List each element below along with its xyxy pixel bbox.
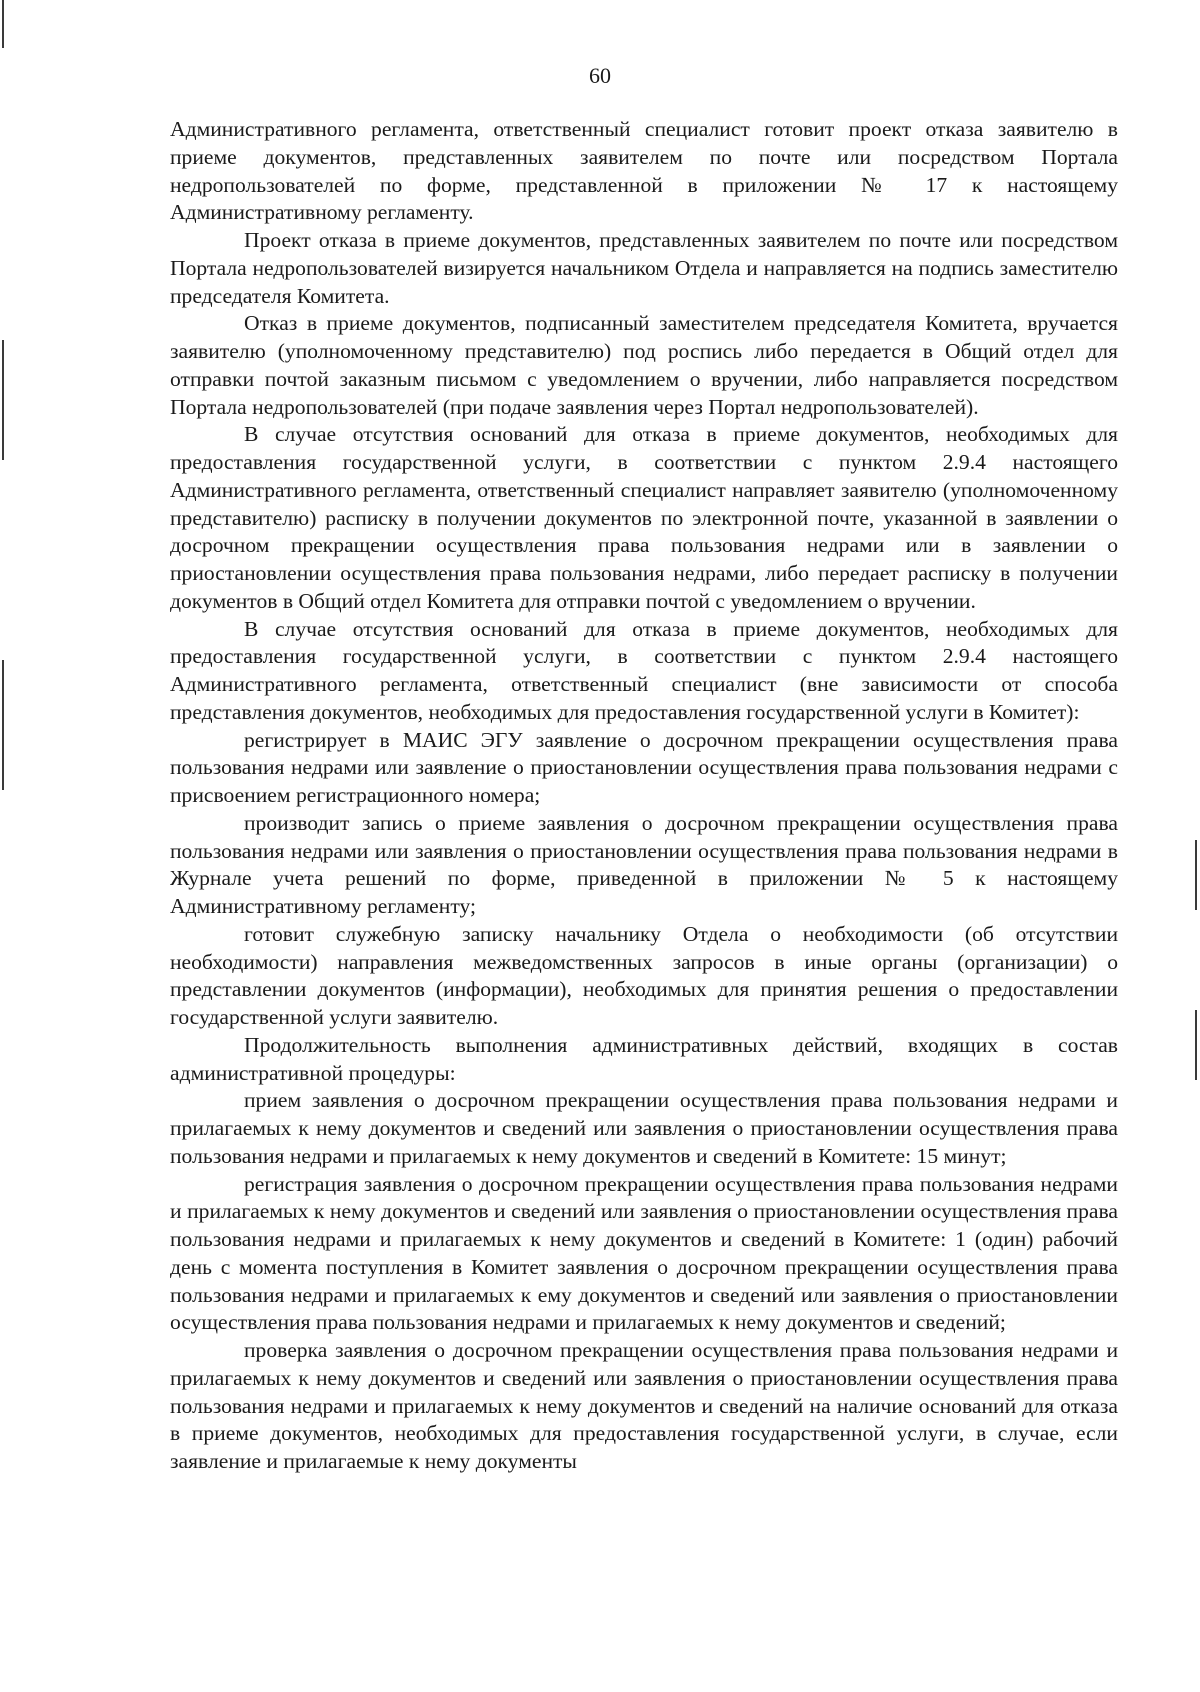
scan-edge-mark-left-lower xyxy=(2,660,4,790)
paragraph: готовит служебную записку начальнику Отдела о необходимости (об отсутствии необходимости) направления межведомственных запросов в иные органы (организации) о представлении документов (информации), необходимых для принятия решения о предоставлении государственной услуги заявителю. xyxy=(170,921,1118,1029)
paragraph: регистрирует в МАИС ЭГУ заявление о досрочном прекращении осуществления права пользования недрами или заявление о приостановлении осуществления права пользования недрами с присвоением регистрационного номера; xyxy=(170,727,1118,807)
page-number: 60 xyxy=(589,63,611,88)
paragraph: прием заявления о досрочном прекращении осуществления права пользования недрами и прилагаемых к нему документов и сведений или заявления о приостановлении осуществления права пользования недрами и прилагаемых к нему документов и сведений в Комитете: 15 минут; xyxy=(170,1088,1118,1168)
document-body xyxy=(170,116,1118,1476)
paragraph: Продолжительность выполнения административных действий, входящих в состав административной процедуры: xyxy=(170,1032,1118,1085)
paragraph: регистрация заявления о досрочном прекращении осуществления права пользования недрами и прилагаемых к нему документов и сведений или заявления о приостановлении осуществления права пользования недрами и прилагаемых к нему документов и сведений в Комитете: 1 (один) рабочий день с момента поступления в Комитет заявления о досрочном прекращении осуществления права пользования недрами и прилагаемых к ему документов и сведений или заявления о приостановлении осуществления права пользования недрами и прилагаемых к нему документов и сведений; xyxy=(170,1171,1118,1335)
paragraph: проверка заявления о досрочном прекращении осуществления права пользования недрами и прилагаемых к нему документов и сведений или заявления о приостановлении осуществления права пользования недрами и прилагаемых к нему документов и сведений на наличие оснований для отказа в приеме документов, необходимых для предоставления государственной услуги, в случае, если заявление и прилагаемые к нему документы xyxy=(170,1338,1118,1473)
paragraph: Отказ в приеме документов, подписанный заместителем председателя Комитета, вручается заявителю (уполномоченному представителю) под роспись либо передается в Общий отдел для отправки почтой заказным письмом с уведомлением о вручении, либо направляется посредством Портала недропользователей (при подаче заявления через Портал недропользователей). xyxy=(170,311,1118,419)
paragraph: Административного регламента, ответственный специалист готовит проект отказа заявителю в приеме документов, представленных заявителем по почте или посредством Портала недропользователей по форме, представленной в приложении № 17 к настоящему Административному регламенту. xyxy=(170,117,1118,225)
scan-edge-mark-left-top xyxy=(2,0,4,48)
paragraph: В случае отсутствия оснований для отказа в приеме документов, необходимых для предоставления государственной услуги, в соответствии с пунктом 2.9.4 настоящего Административного регламента, ответственный специалист направляет заявителю (уполномоченному представителю) расписку в получении документов по электронной почте, указанной в заявлении о досрочном прекращении осуществления права пользования недрами или в заявлении о приостановлении осуществления права пользования недрами, либо передает расписку в получении документов в Общий отдел Комитета для отправки почтой с уведомлением о вручении. xyxy=(170,422,1118,613)
paragraph: производит запись о приеме заявления о досрочном прекращении осуществления права пользования недрами или заявления о приостановлении осуществления права пользования недрами в Журнале учета решений по форме, приведенной в приложении № 5 к настоящему Административному регламенту; xyxy=(170,810,1118,918)
paragraph: Проект отказа в приеме документов, представленных заявителем по почте или посредством Портала недропользователей визируется начальником Отдела и направляется на подпись заместителю председателя Комитета. xyxy=(170,228,1118,308)
scan-edge-mark-right-lower xyxy=(1195,1010,1197,1080)
paragraph: В случае отсутствия оснований для отказа в приеме документов, необходимых для предоставления государственной услуги, в соответствии с пунктом 2.9.4 настоящего Административного регламента, ответственный специалист (вне зависимости от способа представления документов, необходимых для предоставления государственной услуги в Комитет): xyxy=(170,616,1118,724)
scan-edge-mark-left-middle xyxy=(2,340,4,460)
scan-edge-mark-right-middle xyxy=(1195,840,1197,910)
